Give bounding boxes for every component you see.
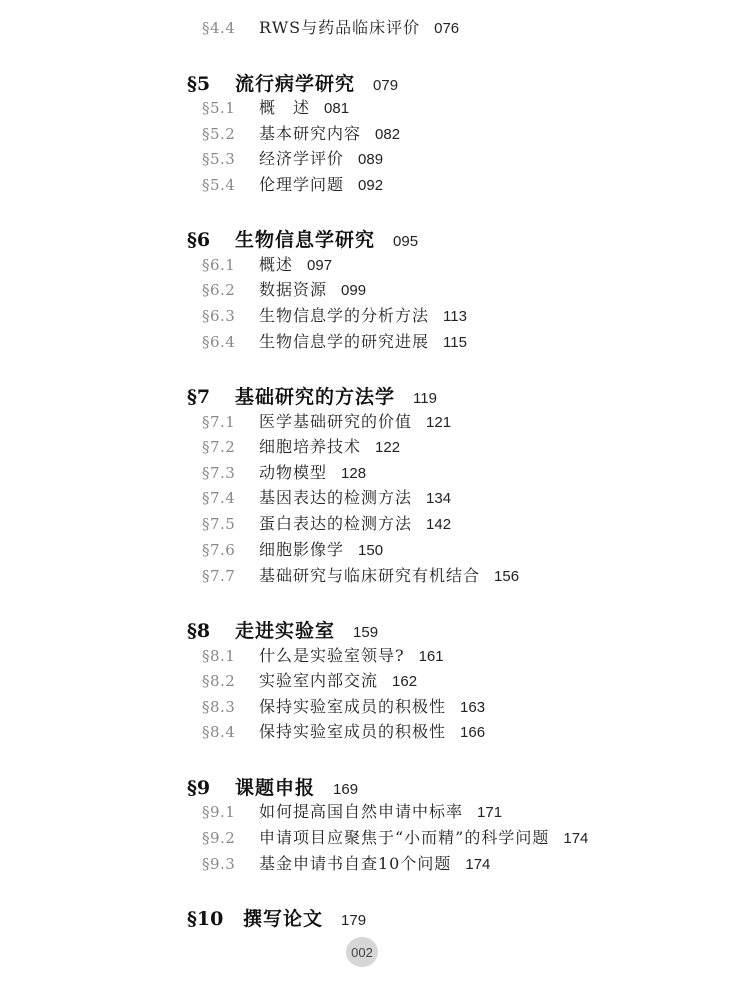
entry-title: 课题申报 [235,777,316,799]
section-entry [202,563,519,586]
entry-number: §7.7 [202,567,236,585]
entry-title: RWS与药品临床评价 [259,18,421,37]
entry-title: 基本研究内容 [259,124,362,143]
entry-number: §8.2 [202,672,236,690]
section-entry [202,719,485,742]
entry-page-number: 076 [434,20,460,37]
entry-number: §6 [187,229,211,251]
entry-title: 蛋白表达的检测方法 [259,514,413,533]
entry-page-number: 150 [358,542,384,559]
entry-number: §10 [187,908,224,930]
chapter-entry [187,225,418,252]
entry-page-number: 099 [341,282,367,299]
chapter-entry [187,382,437,409]
entry-title: 保持实验室成员的积极性 [259,697,447,716]
section-entry [202,15,459,38]
entry-title: 细胞培养技术 [259,437,362,456]
section-entry [202,409,451,432]
entry-page-number: 115 [443,334,467,351]
entry-number: §7.1 [202,413,236,431]
section-entry [202,851,490,874]
entry-title: 经济学评价 [259,149,345,168]
page-number-badge: 002 [346,937,378,967]
entry-page-number: 119 [413,390,437,407]
entry-number: §9.3 [202,855,236,873]
section-entry [202,95,349,118]
section-entry [202,303,467,326]
section-entry [202,537,383,560]
section-entry [202,146,383,169]
entry-page-number: 163 [460,699,486,716]
entry-title: 基础研究的方法学 [235,386,396,408]
entry-number: §9.1 [202,803,236,821]
entry-page-number: 171 [477,804,503,821]
section-entry [202,434,400,457]
entry-number: §8.4 [202,723,236,741]
entry-page-number: 162 [392,673,418,690]
entry-title: 数据资源 [259,280,328,299]
section-entry [202,329,467,352]
section-entry [202,121,400,144]
entry-number: §6.3 [202,307,236,325]
entry-number: §8.1 [202,647,236,665]
entry-number: §5.3 [202,150,236,168]
entry-title: 生物信息学的分析方法 [259,306,430,325]
entry-number: §8.3 [202,698,236,716]
entry-title: 概 述 [259,98,311,117]
entry-title: 保持实验室成员的积极性 [259,722,447,741]
section-entry [202,277,366,300]
entry-title: 基金申请书自查10个问题 [259,854,452,873]
entry-page-number: 121 [426,414,452,431]
section-entry [202,799,502,822]
entry-page-number: 134 [426,490,452,507]
section-entry [202,511,451,534]
entry-page-number: 166 [460,724,486,741]
entry-number: §5.2 [202,125,236,143]
entry-page-number: 097 [307,257,333,274]
entry-title: 申请项目应聚焦于“小而精”的科学问题 [259,828,550,847]
entry-title: 生物信息学的研究进展 [259,332,430,351]
entry-number: §6.4 [202,333,236,351]
entry-number: §5.4 [202,176,236,194]
section-entry [202,172,383,195]
entry-title: 生物信息学研究 [235,229,376,251]
entry-number: §7.3 [202,464,236,482]
entry-number: §8 [187,620,211,642]
section-entry [202,485,451,508]
entry-title: 基础研究与临床研究有机结合 [259,566,481,585]
entry-page-number: 082 [375,126,401,143]
entry-title: 医学基础研究的价值 [259,412,413,431]
entry-number: §9 [187,777,211,799]
entry-number: §6.2 [202,281,236,299]
entry-page-number: 081 [324,100,350,117]
chapter-entry [187,773,358,800]
entry-title: 实验室内部交流 [259,671,379,690]
entry-page-number: 128 [341,465,367,482]
entry-page-number: 092 [358,177,384,194]
chapter-entry [187,69,398,96]
entry-title: 撰写论文 [243,908,324,930]
entry-number: §7.5 [202,515,236,533]
entry-title: 基因表达的检测方法 [259,488,413,507]
entry-title: 流行病学研究 [235,73,356,95]
entry-number: §7.6 [202,541,236,559]
entry-page-number: 174 [465,856,491,873]
entry-page-number: 095 [393,233,419,250]
entry-page-number: 179 [341,912,367,929]
entry-page-number: 161 [418,648,444,665]
chapter-entry [187,616,378,643]
entry-number: §9.2 [202,829,236,847]
entry-page-number: 079 [373,77,399,94]
entry-number: §5 [187,73,211,95]
entry-title: 伦理学问题 [259,175,345,194]
entry-number: §5.1 [202,99,236,117]
entry-number: §4.4 [202,19,236,37]
entry-page-number: 156 [494,568,520,585]
entry-page-number: 142 [426,516,452,533]
section-entry [202,643,444,666]
entry-title: 走进实验室 [235,620,336,642]
entry-page-number: 122 [375,439,401,456]
entry-page-number: 089 [358,151,384,168]
entry-number: §6.1 [202,256,236,274]
entry-title: 动物模型 [259,463,328,482]
section-entry [202,668,417,691]
entry-title: 什么是实验室领导? [259,646,405,665]
entry-title: 概述 [259,255,294,274]
entry-title: 如何提高国自然申请中标率 [259,802,464,821]
entry-page-number: 159 [353,624,379,641]
entry-number: §7.2 [202,438,236,456]
entry-page-number: 113 [443,308,467,325]
entry-title: 细胞影像学 [259,540,345,559]
entry-number: §7 [187,386,211,408]
section-entry [202,694,485,717]
section-entry [202,460,366,483]
entry-number: §7.4 [202,489,236,507]
entry-page-number: 169 [333,781,359,798]
entry-page-number: 174 [563,830,589,847]
chapter-entry [187,904,366,931]
section-entry [202,252,332,275]
section-entry [202,825,588,848]
